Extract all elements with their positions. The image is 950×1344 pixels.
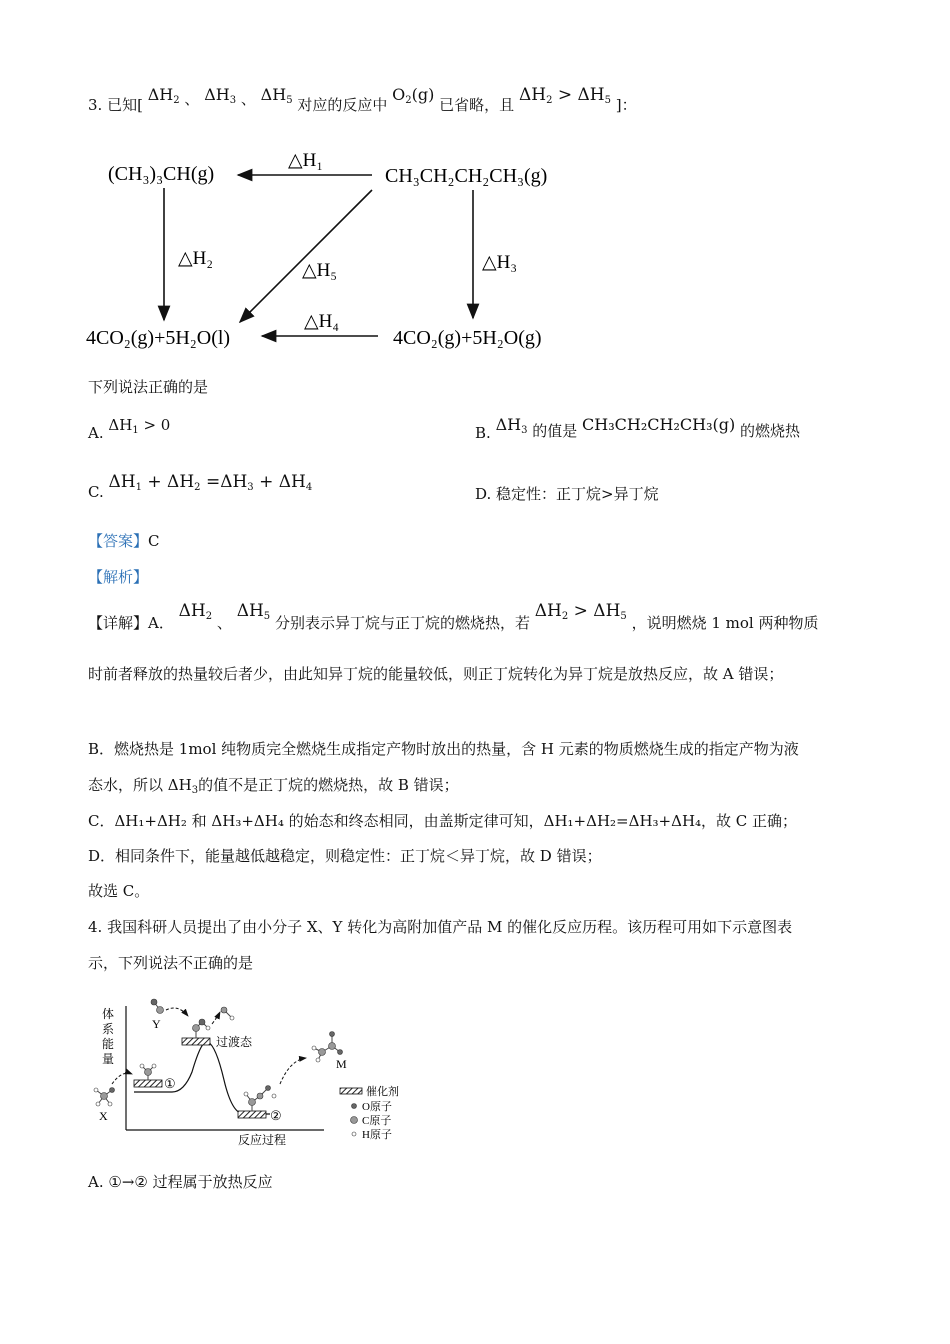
analysis-tag: 【解析】 xyxy=(88,568,149,586)
hess-diagram xyxy=(80,140,580,360)
arrow-ts xyxy=(212,1012,220,1024)
y-axis-char-1: 体 xyxy=(102,1007,115,1021)
sep: 、 xyxy=(184,90,200,108)
q3-intro-c: 已省略，且 xyxy=(439,96,515,114)
molecule-y xyxy=(151,999,164,1014)
label-x: X xyxy=(99,1109,108,1123)
dh-symbol: ΔH xyxy=(260,85,287,104)
answer-line xyxy=(88,530,160,551)
arrow-x xyxy=(112,1073,132,1084)
gas-state: (g) xyxy=(411,85,435,104)
molecule-adsorbed-1 xyxy=(140,1064,156,1080)
q3-option-d: D. 稳定性：正丁烷>异丁烷 xyxy=(475,485,659,503)
q3-intro: 3. 已知[ $\Delta H_2$ 、 $\Delta H_3$ 、 $\Delta H_5$ 对应的反应中 $O_2(g)$ 已省略，且 $\Delta H_2 > \Delta H_5$ ]： xyxy=(88,85,637,114)
dh-symbol: ΔH xyxy=(518,85,547,105)
q3-intro-b: 对应的反应中 xyxy=(297,96,388,114)
q4-option-a: A. ①→② 过程属于放热反应 xyxy=(88,1173,273,1191)
y-axis-char-3: 能 xyxy=(102,1037,115,1051)
label-y: Y xyxy=(152,1017,161,1031)
legend-c: C原子 xyxy=(362,1115,392,1127)
answer-tag: 【答案】 xyxy=(88,532,149,550)
label-dh5: △H₅ xyxy=(302,260,337,281)
label-dh3: △H₃ xyxy=(482,252,517,273)
transition-label: 过渡态 xyxy=(216,1035,253,1049)
arrow-dh5 xyxy=(240,190,372,322)
q3-option-a: A. $\Delta H_1 > 0$ xyxy=(88,416,171,442)
legend-o: O原子 xyxy=(362,1101,392,1113)
y-axis-char-2: 系 xyxy=(102,1022,115,1036)
detail-line-b2: 态水，所以 $\Delta H_3$的值不是正丁烷的燃烧热，故 B 错误； xyxy=(88,776,459,796)
arrow-y xyxy=(166,1008,188,1016)
step-1-label: ① xyxy=(164,1076,176,1091)
legend-catalyst: 催化剂 xyxy=(366,1086,399,1098)
label-dh2: △H₂ xyxy=(178,248,213,269)
label-dh4: △H₄ xyxy=(304,311,339,332)
node-isobutane: (CH₃)₃CH(g) xyxy=(108,163,215,185)
catalyst-ts xyxy=(182,1038,210,1045)
catalyst-2 xyxy=(238,1111,266,1118)
legend-h-swatch xyxy=(352,1132,356,1136)
node-butane: CH₃CH₂CH₂CH₃(g) xyxy=(385,165,548,187)
detail-line-c: C．ΔH₁+ΔH₂ 和 ΔH₃+ΔH₄ 的始态和终态相同，由盖斯定律可知，ΔH₁+ΔH₂=ΔH₃+ΔH₄，故 C 正确； xyxy=(88,812,798,830)
q4-line-2: 示，下列说法不正确的是 xyxy=(88,954,254,972)
dh-symbol: ΔH xyxy=(577,85,605,105)
x-axis-label: 反应过程 xyxy=(238,1133,287,1147)
q4-line-1: 4. 我国科研人员提出了由小分子 X、Y 转化为高附加值产品 M 的催化反应历程。该历程可用如下示意图表 xyxy=(88,918,793,936)
legend-o-swatch xyxy=(352,1104,357,1109)
arrow-m xyxy=(280,1058,306,1084)
reaction-figure xyxy=(84,988,424,1148)
dh-symbol: ΔH xyxy=(204,85,230,104)
o2-formula: O xyxy=(392,85,406,104)
node-products-gas: 4CO₂(g)+5H₂O(g) xyxy=(393,327,542,349)
label-dh1: △H₁ xyxy=(288,150,323,171)
detail-line-e: 故选 C。 xyxy=(88,882,150,900)
detail-line-2: 时前者释放的热量较后者少，由此知异丁烷的能量较低，则正丁烷转化为异丁烷是放热反应，故 A 错误； xyxy=(88,665,784,683)
label-m: M xyxy=(336,1057,347,1071)
node-products-liquid: 4CO₂(g)+5H₂O(l) xyxy=(86,327,231,349)
q3-option-c: C. $\Delta H_1 + \Delta H_2 =\Delta H_3 + \Delta H_4$ xyxy=(88,472,313,501)
detail-line-1: 【详解】A． $\Delta H_2$ 、 $\Delta H_5$ 分别表示异丁烷与正丁烷的燃烧热，若 $\Delta H_2 > \Delta H_5$ ，说明燃烧 1 mol 两种物质 xyxy=(88,601,819,632)
molecule-x xyxy=(94,1088,115,1107)
legend-catalyst-swatch xyxy=(340,1088,362,1094)
step-2-label: ② xyxy=(270,1108,282,1123)
q3-intro-d: ]： xyxy=(615,96,637,114)
sep: 、 xyxy=(240,90,256,108)
answer-value: C xyxy=(148,532,160,550)
q3-number: 3. xyxy=(88,96,103,114)
dh-symbol: ΔH xyxy=(147,85,174,104)
y-axis-char-4: 量 xyxy=(102,1052,115,1066)
catalyst-1 xyxy=(134,1080,162,1087)
detail-line-b1: B．燃烧热是 1mol 纯物质完全燃烧生成指定产物时放出的热量，含 H 元素的物质燃烧生成的指定产物为液 xyxy=(88,740,799,758)
q3-question: 下列说法正确的是 xyxy=(88,378,209,396)
detail-line-d: D．相同条件下，能量越低越稳定，则稳定性：正丁烷＜异丁烷，故 D 错误； xyxy=(88,847,602,865)
q3-option-b: B. $\Delta H_3$ 的值是 CH₃CH₂CH₂CH₃(g) 的燃烧热 xyxy=(475,415,801,442)
q3-intro-a: 已知[ xyxy=(107,96,143,114)
legend-c-swatch xyxy=(351,1117,358,1124)
legend-h: H原子 xyxy=(362,1129,392,1141)
